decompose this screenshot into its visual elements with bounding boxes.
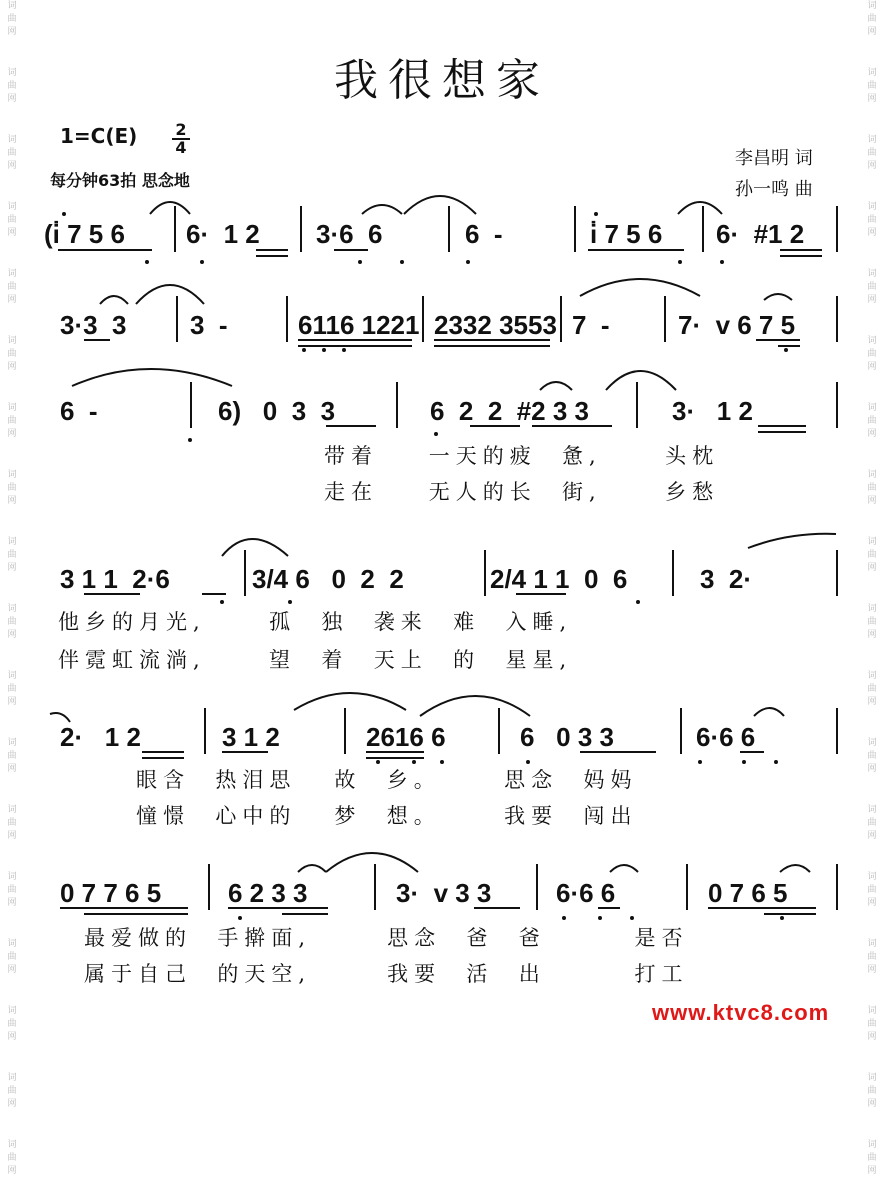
measure: 6116 1221: [298, 310, 420, 340]
slur: [404, 196, 476, 214]
bar-line: [836, 382, 838, 428]
side-watermark-right: [862, 0, 882, 1176]
bar-line: [836, 708, 838, 754]
side-mark-text: 词 曲 网: [867, 604, 877, 640]
side-mark-text: 词 曲 网: [867, 470, 877, 506]
lyric-line-2: 属于自己 的天空, 我要 活 出 打工: [84, 962, 689, 986]
bar-line: [836, 206, 838, 252]
side-mark-text: 词 曲 网: [7, 671, 17, 707]
side-mark-text: 词 曲 网: [7, 805, 17, 841]
slur: [298, 865, 326, 872]
lyric-line-1: 他乡的月光, 孤 独 袭来 难 入睡,: [58, 610, 573, 634]
bar-line: [672, 550, 674, 596]
bar-line: [836, 296, 838, 342]
bar-line: [374, 864, 376, 910]
slur: [294, 693, 406, 710]
measure: 6·6 6: [556, 878, 616, 908]
measure: 3 1 1 2·6: [60, 564, 170, 594]
measure: 6· #1 2: [716, 219, 805, 249]
measure: 3·3 3: [60, 310, 127, 340]
lyric-line-1: 眼含 热泪思 故 乡。 思念 妈妈: [136, 768, 638, 792]
bar-line: [702, 206, 704, 252]
side-mark-text: 词 曲 网: [7, 269, 17, 305]
bar-line: [244, 550, 246, 596]
bar-line: [208, 864, 210, 910]
slur: [780, 865, 810, 872]
lyric-line-2: 走在 无人的长 街, 乡愁: [324, 480, 720, 504]
bar-line: [664, 296, 666, 342]
song-title: 我很想家: [334, 55, 550, 106]
side-mark-text: 词 曲 网: [7, 1073, 17, 1109]
measure: 3 1 2: [222, 722, 280, 752]
tempo-marking: 每分钟63拍 思念地: [50, 171, 190, 190]
measure: 6· 1 2: [186, 219, 260, 249]
lyric-line-1: 带着 一天的疲 惫, 头枕: [324, 444, 720, 468]
side-mark-text: 词 曲 网: [7, 537, 17, 573]
slur: [610, 865, 638, 872]
lyric-line-2: 伴霓虹流淌, 望 着 天上 的 星星,: [58, 648, 573, 672]
side-mark-text: 词 曲 网: [7, 202, 17, 238]
bar-line: [686, 864, 688, 910]
bar-line: [498, 708, 500, 754]
side-mark-text: 词 曲 网: [867, 336, 877, 372]
measure: 6 2 3 3: [228, 878, 308, 908]
measure: 2332 3553: [434, 310, 557, 340]
measure: 6 -: [465, 219, 503, 249]
side-mark-text: 词 曲 网: [867, 1006, 877, 1042]
bar-line: [536, 864, 538, 910]
side-mark-text: 词 曲 网: [7, 1140, 17, 1176]
measure: 2/4 1 1 0 6: [490, 564, 628, 594]
slur: [72, 369, 232, 386]
slur: [150, 202, 190, 214]
bar-line: [204, 708, 206, 754]
measure: 6 0 3 3: [520, 722, 614, 752]
side-mark-text: 词 曲 网: [7, 470, 17, 506]
bar-line: [560, 296, 562, 342]
side-mark-text: 词 曲 网: [7, 738, 17, 774]
slur: [136, 285, 204, 304]
time-signature-top: 2: [172, 122, 190, 140]
measure: 7 -: [572, 310, 610, 340]
slur: [540, 382, 572, 390]
slur: [764, 294, 792, 300]
measure: 0 7 7 6 5: [60, 878, 162, 908]
side-mark-text: 词 曲 网: [867, 805, 877, 841]
side-watermark-left: [2, 0, 22, 1176]
slur: [754, 708, 784, 716]
side-mark-text: 词 曲 网: [7, 135, 17, 171]
side-mark-text: 词 曲 网: [867, 68, 877, 104]
side-mark-text: 词 曲 网: [7, 1, 17, 37]
bar-line: [574, 206, 576, 252]
side-mark-text: 词 曲 网: [7, 68, 17, 104]
measure: i̇ 7 5 6: [590, 219, 663, 249]
time-signature-bottom: 4: [175, 138, 187, 157]
measure: 3/4 6 0 2 2: [252, 564, 404, 594]
slur: [100, 296, 128, 304]
side-mark-text: 词 曲 网: [867, 537, 877, 573]
slur: [50, 713, 70, 722]
side-mark-text: 词 曲 网: [7, 1006, 17, 1042]
bar-line: [344, 708, 346, 754]
side-mark-text: 词 曲 网: [867, 1073, 877, 1109]
side-mark-text: 词 曲 网: [7, 403, 17, 439]
side-mark-text: 词 曲 网: [7, 336, 17, 372]
measure: 6·6 6: [696, 722, 756, 752]
side-mark-text: 词 曲 网: [867, 738, 877, 774]
slur: [420, 696, 530, 716]
measure: 7· v 6 7 5: [678, 310, 796, 340]
bar-line: [484, 550, 486, 596]
measure: 3· 1 2: [672, 396, 753, 426]
measure: (i̇ 7 5 6: [44, 219, 125, 249]
bar-line: [174, 206, 176, 252]
slur: [326, 853, 418, 872]
measure: 6) 0 3 3: [218, 396, 336, 426]
lyricist-credit: 李昌明 词: [735, 148, 813, 169]
lyric-line-1: 最爱做的 手擀面, 思念 爸 爸 是否: [84, 926, 689, 950]
bar-line: [836, 550, 838, 596]
composer-credit: 孙一鸣 曲: [735, 179, 813, 200]
side-mark-text: 词 曲 网: [867, 1, 877, 37]
measure: 0 7 6 5: [708, 878, 788, 908]
measure: 3· v 3 3: [396, 878, 492, 908]
slur: [678, 202, 722, 214]
site-watermark: www.ktvc8.com: [652, 1000, 830, 1025]
bar-line: [190, 382, 192, 428]
side-mark-text: 词 曲 网: [867, 671, 877, 707]
side-mark-text: 词 曲 网: [867, 939, 877, 975]
slur: [362, 205, 402, 214]
measure: 3 -: [190, 310, 228, 340]
side-mark-text: 词 曲 网: [867, 135, 877, 171]
side-mark-text: 词 曲 网: [7, 939, 17, 975]
bar-line: [396, 382, 398, 428]
measure: 2616 6: [366, 722, 446, 752]
bar-line: [176, 296, 178, 342]
bar-line: [448, 206, 450, 252]
measure: 3 2·: [700, 564, 753, 594]
slur: [606, 371, 676, 390]
side-mark-text: 词 曲 网: [7, 604, 17, 640]
measure: 6 2 2 #2 3 3: [430, 396, 590, 426]
bar-line: [286, 296, 288, 342]
measure: 6 -: [60, 396, 98, 426]
slur: [222, 539, 288, 556]
measure: 2· 1 2: [60, 722, 141, 752]
bar-line: [300, 206, 302, 252]
key-signature: 1=C(E): [60, 124, 138, 148]
bar-line: [836, 864, 838, 910]
lyric-line-2: 憧憬 心中的 梦 想。 我要 闯出: [136, 804, 638, 828]
side-mark-text: 词 曲 网: [867, 269, 877, 305]
bar-line: [636, 382, 638, 428]
slur: [580, 279, 700, 296]
side-mark-text: 词 曲 网: [867, 1140, 877, 1176]
measure: 3·6 6: [316, 219, 383, 249]
side-mark-text: 词 曲 网: [867, 872, 877, 908]
bar-line: [422, 296, 424, 342]
bar-line: [680, 708, 682, 754]
time-signature: [172, 122, 190, 156]
side-mark-text: 词 曲 网: [7, 872, 17, 908]
side-mark-text: 词 曲 网: [867, 403, 877, 439]
side-mark-text: 词 曲 网: [867, 202, 877, 238]
slur: [748, 534, 836, 548]
